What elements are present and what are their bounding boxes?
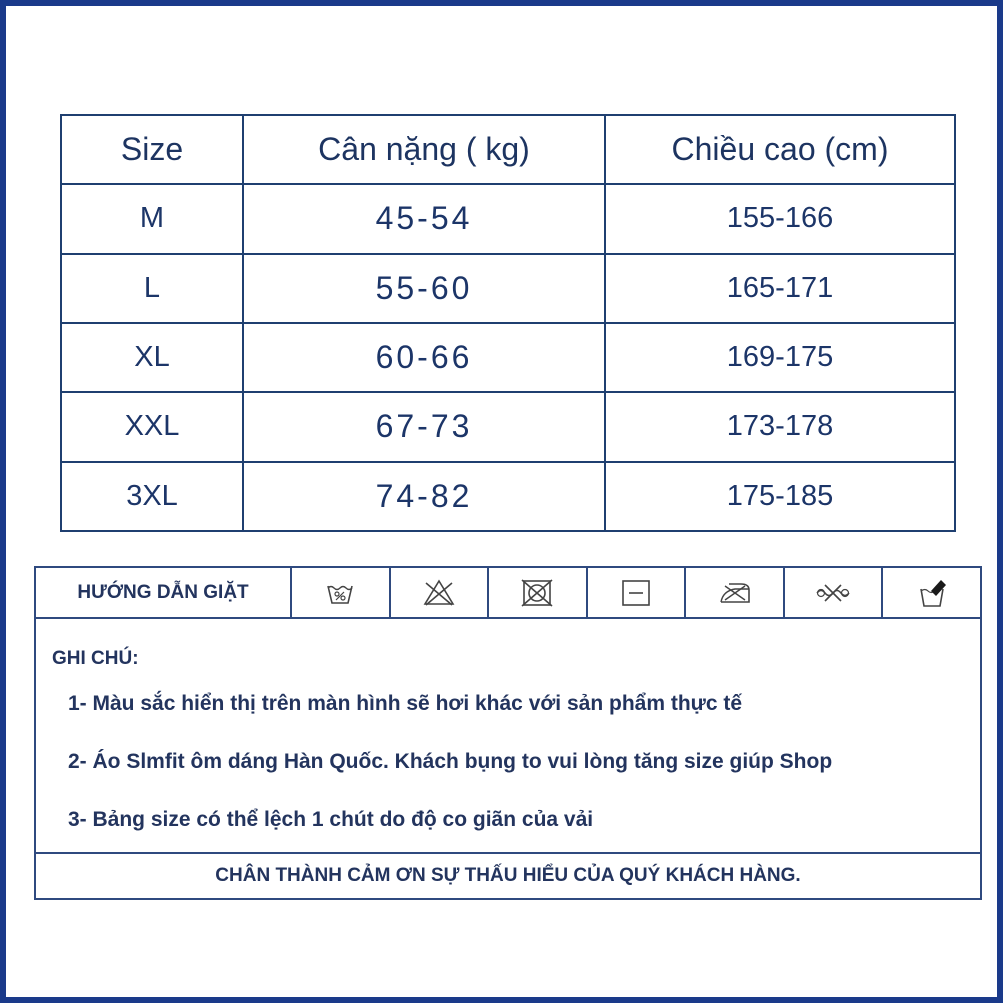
header-size: Size: [61, 115, 243, 184]
height-cell: 169-175: [605, 323, 955, 392]
size-cell: XL: [61, 323, 243, 392]
washing-instructions-box: [34, 566, 982, 900]
table-header-row: [61, 115, 955, 184]
table-row: [61, 462, 955, 531]
washing-title: HƯỚNG DẪN GIẶT: [36, 568, 292, 617]
thank-you-message: CHÂN THÀNH CẢM ƠN SỰ THẤU HIỂU CỦA QUÝ KHÁCH HÀNG.: [36, 852, 980, 898]
height-cell: 155-166: [605, 184, 955, 253]
height-cell: 175-185: [605, 462, 955, 531]
note-item: 1- Màu sắc hiển thị trên màn hình sẽ hơi khác với sản phẩm thực tế: [68, 692, 743, 715]
header-weight: Cân nặng ( kg): [243, 115, 605, 184]
no-wring-icon: [813, 577, 853, 609]
size-cell: M: [61, 184, 243, 253]
size-chart-table: [60, 114, 956, 532]
notes-title: GHI CHÚ:: [52, 648, 139, 669]
wash-cell: [292, 568, 391, 617]
size-cell: L: [61, 254, 243, 323]
size-cell: 3XL: [61, 462, 243, 531]
iron-low-icon: [715, 577, 755, 609]
table-row: [61, 184, 955, 253]
weight-cell: 60-66: [243, 323, 605, 392]
wash-cell: [883, 568, 980, 617]
hand-wash-icon: [320, 577, 360, 609]
dry-flat-icon: [616, 577, 656, 609]
weight-cell: 67-73: [243, 392, 605, 461]
note-item: 3- Bảng size có thể lệch 1 chút do độ co giãn của vải: [68, 808, 594, 831]
wash-cell: [391, 568, 490, 617]
wash-bucket-icon: [912, 577, 952, 609]
table-row: [61, 254, 955, 323]
height-cell: 165-171: [605, 254, 955, 323]
wash-cell: [489, 568, 588, 617]
weight-cell: 45-54: [243, 184, 605, 253]
table-row: [61, 392, 955, 461]
weight-cell: 55-60: [243, 254, 605, 323]
wash-cell: [686, 568, 785, 617]
no-tumble-dry-icon: [517, 577, 557, 609]
wash-cell: [785, 568, 884, 617]
header-height: Chiều cao (cm): [605, 115, 955, 184]
size-cell: XXL: [61, 392, 243, 461]
weight-cell: 74-82: [243, 462, 605, 531]
height-cell: 173-178: [605, 392, 955, 461]
note-item: 2- Áo Slmfit ôm dáng Hàn Quốc. Khách bụng to vui lòng tăng size giúp Shop: [68, 750, 833, 773]
table-row: [61, 323, 955, 392]
washing-icons-row: [36, 568, 980, 619]
wash-cell: [588, 568, 687, 617]
no-bleach-icon: [419, 577, 459, 609]
